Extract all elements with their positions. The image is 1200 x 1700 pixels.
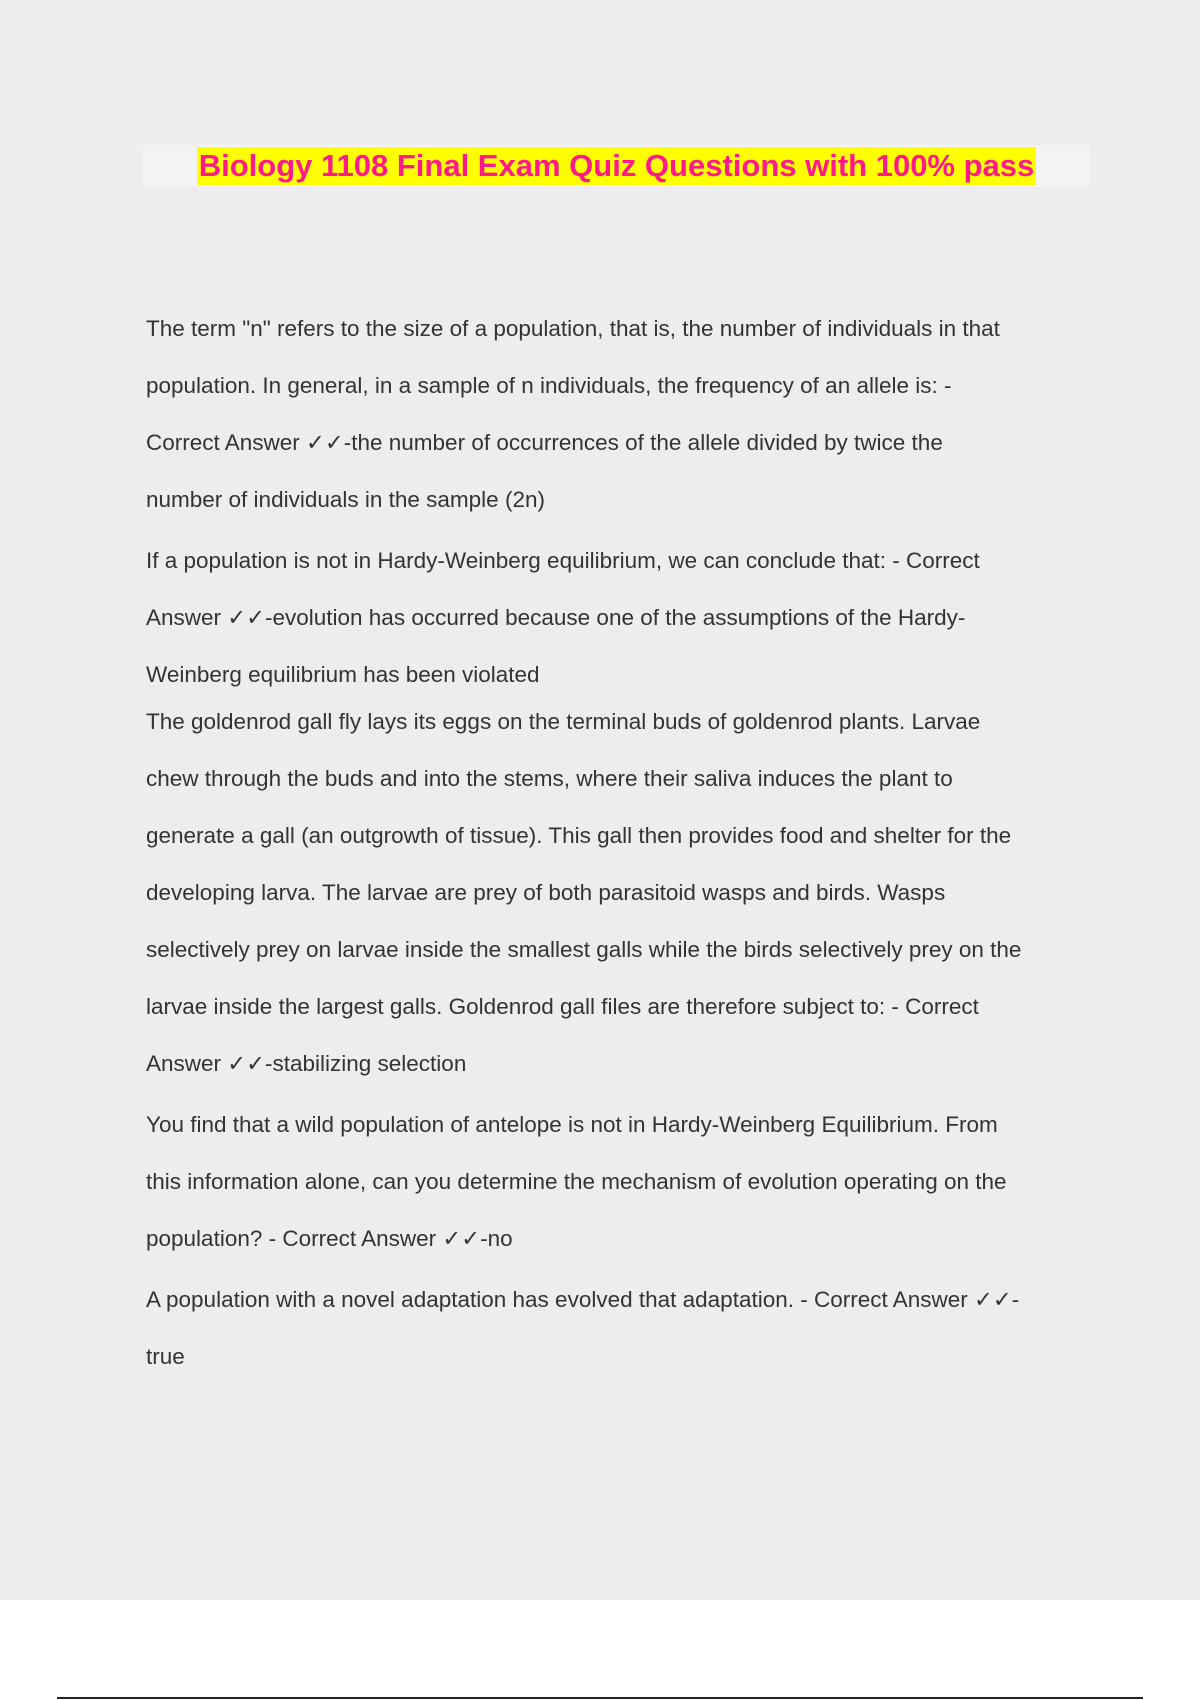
answer-line: Answer ✓✓-stabilizing selection — [146, 1051, 467, 1076]
question-item-3 — [146, 693, 1106, 1092]
answer-line: Correct Answer ✓✓-the number of occurrences of the allele divided by twice the — [146, 430, 943, 455]
question-line: population. In general, in a sample of n individuals, the frequency of an allele is: - — [146, 373, 952, 398]
answer-line: number of individuals in the sample (2n) — [146, 487, 545, 512]
answer-line: population? - Correct Answer ✓✓-no — [146, 1226, 513, 1251]
question-line: You find that a wild population of antelope is not in Hardy-Weinberg Equilibrium. From — [146, 1112, 998, 1137]
question-item-1 — [146, 300, 1106, 528]
answer-line: Weinberg equilibrium has been violated — [146, 662, 540, 687]
question-item-4 — [146, 1096, 1106, 1267]
title-banner — [143, 145, 1090, 187]
question-line: The term "n" refers to the size of a population, that is, the number of individuals in that — [146, 316, 1000, 341]
page-footer-rule — [57, 1697, 1143, 1699]
question-line: chew through the buds and into the stems, where their saliva induces the plant to — [146, 766, 953, 791]
question-list — [146, 300, 1106, 1385]
question-line: developing larva. The larvae are prey of both parasitoid wasps and birds. Wasps — [146, 880, 946, 905]
answer-line: Answer ✓✓-evolution has occurred because one of the assumptions of the Hardy- — [146, 605, 966, 630]
question-item-2 — [146, 532, 1106, 703]
question-line: larvae inside the largest galls. Goldenrod gall files are therefore subject to: - Correct — [146, 994, 979, 1019]
question-line: this information alone, can you determine the mechanism of evolution operating on the — [146, 1169, 1007, 1194]
question-line: If a population is not in Hardy-Weinberg equilibrium, we can conclude that: - Correct — [146, 548, 980, 573]
question-line: A population with a novel adaptation has evolved that adaptation. - Correct Answer ✓✓- — [146, 1287, 1020, 1312]
question-line: generate a gall (an outgrowth of tissue). This gall then provides food and shelter for the — [146, 823, 1012, 848]
answer-line: true — [146, 1344, 185, 1369]
question-line: selectively prey on larvae inside the smallest galls while the birds selectively prey on the — [146, 937, 1022, 962]
document-title: Biology 1108 Final Exam Quiz Questions with 100% pass — [198, 148, 1035, 183]
question-line: The goldenrod gall fly lays its eggs on the terminal buds of goldenrod plants. Larvae — [146, 709, 981, 734]
question-item-5 — [146, 1271, 1106, 1385]
